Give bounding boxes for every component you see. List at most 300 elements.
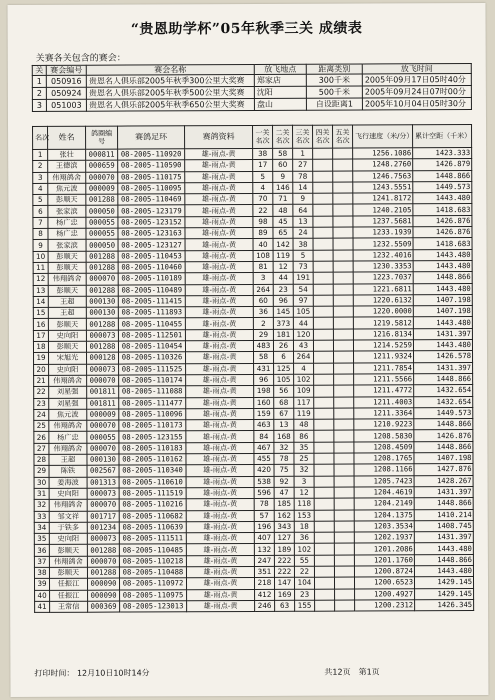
result-row-cell <box>315 600 335 611</box>
result-row-cell <box>313 216 333 227</box>
result-row-cell <box>333 205 353 216</box>
result-row-cell: 125 <box>274 363 294 374</box>
result-row-cell: 45 <box>273 216 293 227</box>
result-row-cell: 36 <box>34 545 49 556</box>
result-row-cell: 1431.397 <box>414 362 473 374</box>
result-row-cell: 373 <box>273 318 293 329</box>
result-row-cell: 96 <box>273 295 293 306</box>
result-row-cell <box>313 261 333 272</box>
result-row-cell: 5 <box>253 171 273 182</box>
result-row-cell <box>334 487 354 498</box>
result-row-cell <box>333 272 353 283</box>
result-row-cell <box>314 442 334 453</box>
result-row-cell: 08-2005-110488 <box>119 567 186 579</box>
result-row-cell: 雄-雨点-黄 <box>185 307 253 319</box>
result-row-cell <box>314 566 334 577</box>
race-header-cell: 赛会编号 <box>46 65 86 75</box>
result-row-cell: 刘星强 <box>49 398 87 409</box>
result-row-cell: 1408.745 <box>414 520 473 532</box>
result-row-cell: 1443.480 <box>414 543 473 555</box>
result-row-cell: 196 <box>254 521 274 532</box>
result-row-cell: 08-2005-111519 <box>119 488 186 500</box>
result-row-cell <box>333 250 353 261</box>
result-row-cell: 1201.2086 <box>354 543 414 555</box>
result-row-cell: 彭顺天 <box>48 341 86 352</box>
race-row-cell: 1 <box>32 75 46 87</box>
race-row-cell: 300千米 <box>306 74 362 86</box>
result-row-cell: 1448.866 <box>414 419 473 431</box>
result-row-cell: 160 <box>254 397 274 408</box>
result-row-cell <box>334 555 354 566</box>
result-row-cell: 12 <box>294 487 314 498</box>
result-row-cell: 彭顺天 <box>48 251 86 262</box>
result-row-cell <box>314 385 334 396</box>
result-row-cell: 000070 <box>87 375 119 386</box>
race-row-cell: 自设距离1 <box>306 98 362 110</box>
race-rows <box>32 74 471 112</box>
result-row-cell: 000128 <box>87 352 119 363</box>
result-row-cell <box>313 295 333 306</box>
result-row-cell <box>334 374 354 385</box>
result-row-cell: 雄-雨点-黄 <box>185 250 253 262</box>
result-row-cell: 1426.879 <box>413 159 472 171</box>
result-row-cell: 463 <box>254 420 274 431</box>
result-row-cell: 25 <box>34 420 49 431</box>
race-row-cell: 050924 <box>46 87 86 99</box>
result-row-cell: 000009 <box>86 183 118 194</box>
result-row-cell: 1223.7037 <box>353 272 413 284</box>
result-row-cell: 22 <box>34 387 49 398</box>
result-row-cell: 109 <box>294 385 314 396</box>
result-row-cell: 000659 <box>86 160 118 171</box>
results-header-row <box>33 125 472 150</box>
result-row-cell: 92 <box>274 476 294 487</box>
result-row-cell: 1237.5681 <box>353 216 413 228</box>
results-header-cell: 鸽圈编号 <box>86 126 118 149</box>
result-row-cell: 146 <box>273 182 293 193</box>
result-row-cell: 伟翔鸽舍 <box>49 420 87 431</box>
race-header-cell: 赛会名称 <box>86 64 254 75</box>
result-row-cell: 伟翔鸽舍 <box>48 273 86 284</box>
result-row-cell: 1233.1939 <box>353 227 413 239</box>
result-row-cell: 雄-雨点-黄 <box>185 160 253 172</box>
result-row-cell <box>333 317 353 328</box>
result-row-cell: 15 <box>33 308 48 319</box>
result-row-cell: 张家滨 <box>48 240 86 251</box>
result-row-cell: 1201.1760 <box>354 554 414 566</box>
result-row-cell: 001288 <box>86 251 118 262</box>
result-row-cell: 08-2005-123127 <box>118 239 185 251</box>
result-row-cell: 3 <box>253 273 273 284</box>
result-row-cell: 焦元波 <box>48 183 86 194</box>
result-row-cell: 32 <box>294 465 314 476</box>
result-row-cell: 16 <box>33 319 48 330</box>
race-row-cell: 050916 <box>46 75 86 87</box>
result-row-cell: 96 <box>254 374 274 385</box>
result-row-cell: 64 <box>293 205 313 216</box>
result-row-cell <box>333 159 353 170</box>
result-row-cell: 雄-雨点-黄 <box>186 578 254 590</box>
result-row-cell: 雄-雨点-黄 <box>185 194 253 206</box>
result-row-cell: 467 <box>254 442 274 453</box>
result-row-cell <box>334 464 354 475</box>
results-header-cell: 二关名次 <box>273 125 293 148</box>
result-row-cell <box>313 272 333 283</box>
result-row-cell: 08-2005-110455 <box>118 318 185 330</box>
result-row-cell: 1230.3353 <box>353 261 413 273</box>
result-row-cell: 1243.5551 <box>353 182 413 194</box>
result-row-cell: 23 <box>295 589 315 600</box>
result-row-cell: 4 <box>33 183 48 194</box>
result-row-cell: 68 <box>274 397 294 408</box>
result-row-cell: 1202.1937 <box>354 532 414 544</box>
result-row-cell: 159 <box>254 408 274 419</box>
result-row-cell: 000055 <box>87 431 119 442</box>
result-row-cell: 168 <box>274 431 294 442</box>
result-row-cell: 000073 <box>87 488 119 499</box>
result-row-cell: 雄-雨点-黄 <box>186 352 254 364</box>
result-row-cell: 08-2005-110162 <box>119 454 186 466</box>
result-row-cell: 001288 <box>86 285 118 296</box>
result-row-cell: 70 <box>253 194 273 205</box>
result-row-cell: 雄-雨点-黄 <box>185 295 253 307</box>
result-row-cell: 1216.8134 <box>353 329 413 341</box>
result-row-cell: 98 <box>253 216 273 227</box>
results-header-cell: 累计空距（千米） <box>413 125 472 148</box>
result-row-cell: 48 <box>273 205 293 216</box>
result-row-cell: 32 <box>274 442 294 453</box>
result-row-cell: 伟翔鸽舍 <box>49 375 87 386</box>
result-row-cell: 27 <box>293 160 313 171</box>
result-row-cell: 雄-雨点-黄 <box>186 420 254 432</box>
result-row-cell: 155 <box>295 600 315 611</box>
result-row-cell: 002567 <box>87 465 119 476</box>
result-row-cell: 001234 <box>87 522 119 533</box>
result-row-cell: 08-2005-110326 <box>119 352 186 364</box>
result-row-cell: 雄-雨点-黄 <box>187 600 255 612</box>
result-row-cell: 08-2005-110460 <box>118 262 185 274</box>
result-row-cell: 264 <box>294 352 314 363</box>
result-row-cell: 104 <box>294 577 314 588</box>
result-row-cell: 000073 <box>87 364 119 375</box>
result-row-cell <box>333 306 353 317</box>
result-row-cell: 29 <box>34 466 49 477</box>
result-row-cell <box>314 487 334 498</box>
result-row-cell: 1443.480 <box>413 283 472 295</box>
result-row-cell: 78 <box>274 453 294 464</box>
result-row-cell: 08-2005-110469 <box>118 194 185 206</box>
result-row-cell: 1 <box>293 148 313 159</box>
result-row-cell: 1431.397 <box>414 486 473 498</box>
result-row-cell: 1219.5812 <box>353 317 413 329</box>
result-row-cell: 1426.876 <box>413 227 472 239</box>
result-row-cell <box>313 250 333 261</box>
result-row-cell: 4 <box>253 182 273 193</box>
result-row-cell <box>334 566 354 577</box>
race-row-cell: 2005年10月04日05时30分 <box>362 98 471 110</box>
result-row-cell: 1429.145 <box>415 588 474 600</box>
results-header-cell: 姓名 <box>48 126 86 149</box>
result-row-cell: 000090 <box>88 590 120 601</box>
result-row-cell <box>333 148 353 159</box>
result-row-cell: 1211.4003 <box>354 396 414 408</box>
race-row-cell: 盘山 <box>254 98 306 110</box>
result-row-cell: 杨广忠 <box>48 228 86 239</box>
result-row-cell: 1448.866 <box>413 272 472 284</box>
result-row-cell <box>333 182 353 193</box>
result-row-cell: 1240.2105 <box>353 204 413 216</box>
result-row-cell: 雄-雨点-黄 <box>186 465 254 477</box>
result-row-cell: 1407.198 <box>413 306 472 318</box>
result-row-cell: 000070 <box>86 172 118 183</box>
result-row-cell: 宋旭光 <box>49 353 87 364</box>
result-row-cell: 雄-雨点-黄 <box>185 216 253 228</box>
result-row-cell: 44 <box>273 273 293 284</box>
result-row-cell: 1448.866 <box>414 554 473 566</box>
result-row-cell: 17 <box>33 330 48 341</box>
result-row-cell <box>334 532 354 543</box>
result-row-cell <box>334 543 354 554</box>
result-row-cell: 81 <box>253 261 273 272</box>
result-row-cell: 001288 <box>86 194 118 205</box>
result-row-cell: 1200.2312 <box>355 600 415 612</box>
result-row-cell: 483 <box>253 340 273 351</box>
result-row-cell: 118 <box>294 498 314 509</box>
result-row-cell: 1211.9324 <box>354 351 414 363</box>
result-row-cell: 6 <box>33 206 48 217</box>
result-row-cell: 18 <box>294 521 314 532</box>
result-row-cell: 彭顺天 <box>48 319 86 330</box>
result-row-cell: 1204.4619 <box>354 487 414 499</box>
result-row-cell: 1211.7854 <box>354 362 414 374</box>
print-time-label: 打印时间： <box>34 668 75 678</box>
result-row-cell: 雄-雨点-黄 <box>185 284 253 296</box>
result-row-cell: 000130 <box>87 454 119 465</box>
result-row-cell: 44 <box>293 318 313 329</box>
result-row-cell <box>314 453 334 464</box>
result-row-cell: 189 <box>274 544 294 555</box>
result-row-cell: 30 <box>34 477 49 488</box>
result-row-cell <box>313 193 333 204</box>
result-row-cell <box>334 521 354 532</box>
race-row-cell: 3 <box>32 99 46 111</box>
result-row-cell: 1407.198 <box>414 453 473 465</box>
document-title: “贵恩助学杯”05年秋季三关 成绩表 <box>130 20 363 38</box>
result-row-cell: 彭顺天 <box>48 194 86 205</box>
results-header-cell: 飞行速度（米/分） <box>353 125 413 148</box>
result-row-cell: 08-2005-110096 <box>119 409 186 421</box>
result-row-cell: 1448.866 <box>414 498 473 510</box>
result-row-cell: 60 <box>253 295 273 306</box>
result-row-cell: 35 <box>294 442 314 453</box>
result-row-cell: 08-2005-123179 <box>118 205 185 217</box>
result-row-cell: 雄-雨点-黄 <box>186 544 254 556</box>
result-row <box>35 599 474 612</box>
result-row-cell: 1427.876 <box>414 464 473 476</box>
result-row-cell: 08-2005-110454 <box>118 341 185 353</box>
result-row-cell: 雄-雨点-黄 <box>186 374 254 386</box>
result-row-cell: 38 <box>293 239 313 250</box>
result-row-cell: 雄-雨点-黄 <box>186 487 254 499</box>
result-row-cell <box>335 600 355 611</box>
result-row-cell: 000070 <box>87 420 119 431</box>
result-row-cell: 13 <box>293 216 313 227</box>
result-row-cell: 23 <box>273 284 293 295</box>
race-row-cell: 2005年09月17日05时40分 <box>362 74 471 86</box>
result-row-cell <box>314 419 334 430</box>
result-row-cell: 08-2005-110340 <box>119 465 186 477</box>
result-row-cell: 43 <box>293 340 313 351</box>
result-row-cell: 焦元波 <box>49 409 87 420</box>
result-row-cell: 2 <box>33 161 48 172</box>
result-row-cell: 145 <box>273 306 293 317</box>
result-row-cell: 7 <box>33 217 48 228</box>
race-row-cell: 贵恩名人俱乐部2005年秋季300公里大奖赛 <box>86 74 254 87</box>
result-row-cell: 伟翔鸽舍 <box>49 443 87 454</box>
result-row-cell: 001288 <box>87 544 119 555</box>
result-row-cell: 雄-雨点-黄 <box>185 329 253 341</box>
result-row-cell <box>334 408 354 419</box>
result-row-cell: 1426.876 <box>414 430 473 442</box>
result-row-cell <box>313 159 333 170</box>
result-row-cell: 000070 <box>87 443 119 454</box>
result-row-cell: 9 <box>273 171 293 182</box>
result-row-cell: 14 <box>293 182 313 193</box>
result-row-cell <box>314 363 334 374</box>
result-row-cell: 08-2005-111415 <box>118 296 185 308</box>
result-row-cell: 08-2005-110173 <box>119 420 186 432</box>
race-header-cell: 距离类别 <box>306 64 362 74</box>
result-row-cell: 雄-雨点-黄 <box>186 442 254 454</box>
result-row-cell: 4 <box>294 363 314 374</box>
result-row-cell: 杨广忠 <box>48 217 86 228</box>
result-row-cell: 1204.2149 <box>354 498 414 510</box>
result-row-cell: 153 <box>294 510 314 521</box>
results-rows <box>33 148 474 613</box>
result-row-cell: 29 <box>253 329 273 340</box>
race-header-cell: 放飞地点 <box>254 64 306 74</box>
result-row-cell: 1418.683 <box>413 204 472 216</box>
result-row-cell: 王德滨 <box>48 161 86 172</box>
result-row-cell <box>313 227 333 238</box>
result-row-cell: 雄-雨点-黄 <box>186 499 254 511</box>
result-row-cell: 08-2005-110183 <box>119 442 186 454</box>
race-row-cell: 2005年09月24日07时00分 <box>362 86 471 98</box>
result-row-cell: 41 <box>35 601 50 612</box>
result-row-cell: 1248.2760 <box>353 159 413 171</box>
result-row-cell: 22 <box>253 205 273 216</box>
result-row-cell: 000811 <box>86 149 118 160</box>
result-row-cell: 86 <box>294 431 314 442</box>
result-row-cell: 08-2005-111088 <box>119 386 186 398</box>
result-row-cell <box>313 318 333 329</box>
result-row-cell: 1443.480 <box>413 317 472 329</box>
result-row-cell: 1200.4927 <box>355 588 415 600</box>
result-row-cell: 08-2005-110485 <box>119 544 186 556</box>
result-row-cell: 08-2005-110920 <box>118 149 185 161</box>
result-row-cell: 08-2005-123013 <box>120 601 187 613</box>
result-row-cell: 78 <box>254 499 274 510</box>
result-row-cell: 1410.214 <box>414 509 473 521</box>
result-row-cell: 23 <box>34 398 49 409</box>
result-row-cell: 12 <box>273 261 293 272</box>
result-row-cell <box>314 374 334 385</box>
result-row-cell: 王超 <box>48 307 86 318</box>
result-row-cell: 伟翔鸽舍 <box>48 172 86 183</box>
result-row-cell <box>313 284 333 295</box>
result-row-cell: 14 <box>33 296 48 307</box>
result-row-cell: 000130 <box>86 307 118 318</box>
result-row-cell <box>313 171 333 182</box>
result-row-cell: 24 <box>293 227 313 238</box>
result-row-cell: 75 <box>274 465 294 476</box>
result-row-cell: 史向阳 <box>49 488 87 499</box>
result-row-cell: 247 <box>254 555 274 566</box>
race-row-cell: 沈阳 <box>254 86 306 98</box>
result-row-cell: 张壮 <box>48 149 86 160</box>
result-row-cell: 1443.480 <box>414 566 473 578</box>
result-row-cell: 102 <box>294 374 314 385</box>
result-row-cell: 001288 <box>86 341 118 352</box>
result-row-cell <box>334 419 354 430</box>
result-row-cell: 38 <box>253 148 273 159</box>
result-row-cell <box>313 329 333 340</box>
result-row-cell: 20 <box>34 364 49 375</box>
result-row-cell: 19 <box>34 353 49 364</box>
result-row-cell: 8 <box>33 228 48 239</box>
result-row-cell: 雄-雨点-黄 <box>186 476 254 488</box>
result-row-cell: 28 <box>34 454 49 465</box>
result-row-cell <box>335 589 355 600</box>
result-row-cell <box>334 453 354 464</box>
result-row-cell: 08-2005-112501 <box>118 330 185 342</box>
result-row-cell: 08-2005-110453 <box>118 250 185 262</box>
result-row-cell <box>334 510 354 521</box>
result-row-cell: 34 <box>34 522 49 533</box>
result-row-cell: 5 <box>33 195 48 206</box>
result-row-cell: 246 <box>255 600 275 611</box>
result-row-cell: 陈铁 <box>49 466 87 477</box>
result-row-cell: 1426.578 <box>414 351 473 363</box>
result-row-cell: 1232.4016 <box>353 249 413 261</box>
result-row-cell: 08-2005-123163 <box>118 228 185 240</box>
result-row-cell: 420 <box>254 465 274 476</box>
race-header-cell: 关 <box>32 65 46 75</box>
result-row-cell: 1211.3364 <box>354 408 414 420</box>
result-row-cell: 000073 <box>87 533 119 544</box>
result-row-cell <box>314 431 334 442</box>
result-row-cell: 雄-雨点-黄 <box>186 397 254 409</box>
page-footer <box>34 666 474 679</box>
result-row-cell: 雄-雨点-黄 <box>185 273 253 285</box>
result-row-cell <box>333 261 353 272</box>
result-row-cell: 000070 <box>86 273 118 284</box>
result-row-cell: 1443.480 <box>413 249 472 261</box>
result-row-cell <box>334 385 354 396</box>
race-row-cell: 051003 <box>46 99 86 111</box>
result-row-cell: 彭顺天 <box>49 567 87 578</box>
result-row-cell: 彭顺天 <box>48 285 86 296</box>
result-row-cell <box>314 510 334 521</box>
result-row-cell <box>334 498 354 509</box>
result-row-cell: 000009 <box>87 409 119 420</box>
result-row-cell: 25 <box>294 453 314 464</box>
result-row-cell: 119 <box>273 250 293 261</box>
race-row-cell: 贵恩名人俱乐部2005年秋季500公里大奖赛 <box>86 86 254 99</box>
result-row-cell <box>334 351 354 362</box>
result-row-cell: 08-2005-111893 <box>118 307 185 319</box>
result-row-cell: 1428.267 <box>414 475 473 487</box>
